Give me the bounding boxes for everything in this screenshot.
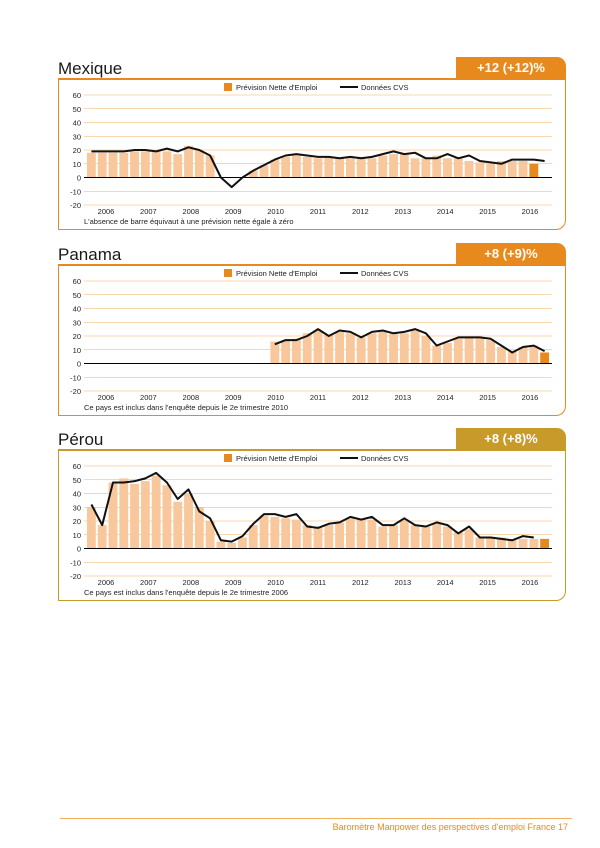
bar — [421, 527, 430, 549]
bar — [378, 331, 387, 364]
bar — [270, 160, 279, 178]
bar — [141, 151, 150, 177]
page-number: 17 — [557, 822, 568, 832]
bar — [454, 339, 463, 364]
bar — [314, 158, 323, 177]
bar — [152, 150, 161, 178]
y-tick-label: -10 — [70, 373, 81, 383]
bar — [314, 527, 323, 549]
bar — [335, 522, 344, 548]
bar — [443, 343, 452, 364]
bar — [292, 520, 301, 549]
bar — [163, 151, 172, 177]
legend-swatch-bar — [224, 269, 232, 277]
x-tick-label: 2012 — [352, 207, 369, 216]
forecast-badge: +8 (+9)% — [456, 243, 566, 265]
chart-panel-perou — [58, 430, 566, 605]
bar — [292, 156, 301, 178]
bar — [346, 333, 355, 363]
bar — [292, 339, 301, 364]
bar — [195, 150, 204, 178]
bar — [540, 353, 549, 364]
bar — [368, 520, 377, 549]
legend-label-line: Données CVS — [361, 269, 409, 278]
bar — [421, 336, 430, 364]
bar — [357, 520, 366, 549]
bar — [529, 164, 538, 178]
legend-label-bar: Prévision Nette d'Emploi — [236, 83, 318, 92]
y-tick-label: 10 — [72, 159, 81, 169]
y-tick-label: -20 — [70, 201, 81, 210]
bar — [87, 507, 96, 548]
bar — [324, 157, 333, 178]
footer-rule — [60, 818, 572, 819]
y-tick-label: 50 — [72, 104, 81, 114]
bar — [519, 539, 528, 549]
bar — [519, 161, 528, 178]
bar — [357, 157, 366, 178]
bar — [465, 161, 474, 178]
bar — [378, 156, 387, 178]
bar — [335, 158, 344, 177]
bar — [400, 520, 409, 549]
x-tick-label: 2011 — [309, 578, 327, 587]
x-tick-label: 2011 — [309, 207, 327, 216]
y-tick-label: 20 — [72, 332, 81, 341]
bar — [270, 517, 279, 549]
bar — [389, 333, 398, 363]
bar — [314, 331, 323, 364]
bar — [216, 542, 225, 549]
country-title: Mexique — [58, 59, 123, 78]
chart-panama — [58, 265, 566, 415]
footer-title: Baromètre Manpower des perspectives d'emploi France — [332, 822, 556, 832]
bar — [368, 333, 377, 363]
y-tick-label: 10 — [72, 530, 81, 540]
bar — [335, 332, 344, 364]
x-tick-label: 2015 — [479, 393, 496, 402]
x-tick-label: 2006 — [97, 207, 115, 216]
x-tick-label: 2016 — [521, 578, 539, 587]
y-tick-label: -20 — [70, 572, 81, 581]
bar — [432, 346, 441, 364]
chart-mexique — [58, 79, 566, 229]
x-tick-label: 2007 — [140, 207, 157, 216]
chart-panel-mexique — [58, 59, 566, 234]
chart-note: Ce pays est inclus dans l'enquête depuis le 2e trimestre 2010 — [84, 403, 289, 412]
bar — [109, 153, 118, 178]
bar — [260, 516, 269, 549]
bar — [184, 494, 193, 549]
bar — [475, 162, 484, 177]
x-tick-label: 2010 — [267, 578, 284, 587]
bar — [540, 539, 549, 549]
bar — [163, 485, 172, 548]
y-tick-label: -10 — [70, 558, 81, 568]
bar — [411, 331, 420, 364]
bar — [400, 333, 409, 363]
bar — [346, 518, 355, 548]
bar — [173, 502, 182, 549]
y-tick-label: 50 — [72, 290, 81, 300]
x-tick-label: 2012 — [352, 578, 369, 587]
bar — [206, 156, 215, 178]
x-tick-label: 2013 — [394, 393, 412, 402]
y-tick-label: 50 — [72, 475, 81, 485]
bar — [303, 525, 312, 548]
x-tick-label: 2015 — [479, 207, 496, 216]
x-tick-label: 2014 — [436, 393, 454, 402]
y-tick-label: 0 — [76, 359, 81, 369]
bar — [411, 525, 420, 548]
y-tick-label: 0 — [76, 173, 81, 183]
bar — [184, 146, 193, 178]
y-tick-label: 30 — [72, 132, 81, 142]
chart-panel-panama — [58, 245, 566, 420]
bar — [281, 157, 290, 178]
bar — [141, 481, 150, 548]
bar — [486, 538, 495, 549]
bar — [87, 153, 96, 178]
legend-label-bar: Prévision Nette d'Emploi — [236, 269, 318, 278]
y-tick-label: 30 — [72, 503, 81, 513]
y-tick-label: 40 — [72, 118, 81, 128]
y-tick-label: 60 — [72, 277, 81, 286]
x-tick-label: 2011 — [309, 393, 327, 402]
legend-label-bar: Prévision Nette d'Emploi — [236, 454, 318, 463]
bar — [465, 529, 474, 548]
bar — [389, 154, 398, 177]
forecast-badge: +8 (+8)% — [456, 428, 566, 450]
x-tick-label: 2007 — [140, 578, 157, 587]
x-tick-label: 2009 — [224, 578, 242, 587]
x-tick-label: 2015 — [479, 578, 496, 587]
bar — [281, 518, 290, 548]
legend-label-line: Données CVS — [361, 83, 409, 92]
x-tick-label: 2013 — [394, 207, 412, 216]
bar — [130, 151, 139, 177]
y-tick-label: 40 — [72, 489, 81, 499]
bar — [357, 337, 366, 363]
x-tick-label: 2006 — [97, 578, 115, 587]
x-tick-label: 2016 — [521, 207, 539, 216]
bar — [324, 525, 333, 548]
bar — [98, 153, 107, 178]
country-title: Panama — [58, 245, 122, 264]
bar — [465, 337, 474, 363]
bar — [227, 543, 236, 549]
bar — [443, 158, 452, 177]
chart-note: L'absence de barre équivaut à une prévision nette égale à zéro — [84, 217, 294, 226]
bar — [324, 335, 333, 364]
bar — [238, 538, 247, 549]
bar — [497, 347, 506, 364]
bar — [378, 527, 387, 549]
bar — [98, 525, 107, 548]
country-title: Pérou — [58, 430, 104, 449]
legend-label-line: Données CVS — [361, 454, 409, 463]
bar — [486, 340, 495, 363]
x-tick-label: 2012 — [352, 393, 369, 402]
y-tick-label: 0 — [76, 544, 81, 554]
x-tick-label: 2008 — [182, 393, 200, 402]
bar — [152, 476, 161, 549]
bar — [475, 538, 484, 549]
bar — [443, 527, 452, 549]
y-tick-label: 20 — [72, 146, 81, 155]
bar — [119, 153, 128, 178]
forecast-badge: +12 (+12)% — [456, 57, 566, 79]
x-tick-label: 2009 — [224, 393, 242, 402]
x-tick-label: 2008 — [182, 578, 200, 587]
bar — [454, 157, 463, 178]
y-tick-label: -10 — [70, 187, 81, 197]
bar — [119, 478, 128, 548]
y-tick-label: 60 — [72, 91, 81, 100]
y-tick-label: 40 — [72, 304, 81, 314]
y-tick-label: 30 — [72, 318, 81, 328]
bar — [508, 161, 517, 178]
x-tick-label: 2010 — [267, 393, 284, 402]
y-tick-label: 10 — [72, 345, 81, 355]
x-tick-label: 2010 — [267, 207, 284, 216]
bar — [346, 158, 355, 177]
bar — [508, 540, 517, 548]
bar — [130, 484, 139, 549]
x-tick-label: 2014 — [436, 578, 454, 587]
legend-swatch-bar — [224, 454, 232, 462]
y-tick-label: 20 — [72, 517, 81, 526]
bar — [270, 342, 279, 364]
x-tick-label: 2016 — [521, 393, 539, 402]
bar — [368, 158, 377, 177]
bar — [400, 154, 409, 177]
bar — [454, 532, 463, 549]
x-tick-label: 2008 — [182, 207, 200, 216]
x-tick-label: 2013 — [394, 578, 412, 587]
bar — [486, 164, 495, 178]
x-tick-label: 2014 — [436, 207, 454, 216]
x-tick-label: 2007 — [140, 393, 157, 402]
footer-text — [333, 822, 568, 832]
bar — [475, 337, 484, 363]
x-tick-label: 2006 — [97, 393, 115, 402]
bar — [432, 524, 441, 549]
bar — [529, 539, 538, 549]
bar — [411, 158, 420, 177]
bar — [281, 340, 290, 363]
bar — [389, 525, 398, 548]
bar — [303, 157, 312, 178]
chart-note: Ce pays est inclus dans l'enquête depuis le 2e trimestre 2006 — [84, 588, 289, 597]
y-tick-label: 60 — [72, 462, 81, 471]
y-tick-label: -20 — [70, 387, 81, 396]
x-tick-label: 2009 — [224, 207, 242, 216]
chart-perou — [58, 450, 566, 600]
bar — [173, 154, 182, 177]
legend-swatch-bar — [224, 83, 232, 91]
bar — [421, 158, 430, 177]
